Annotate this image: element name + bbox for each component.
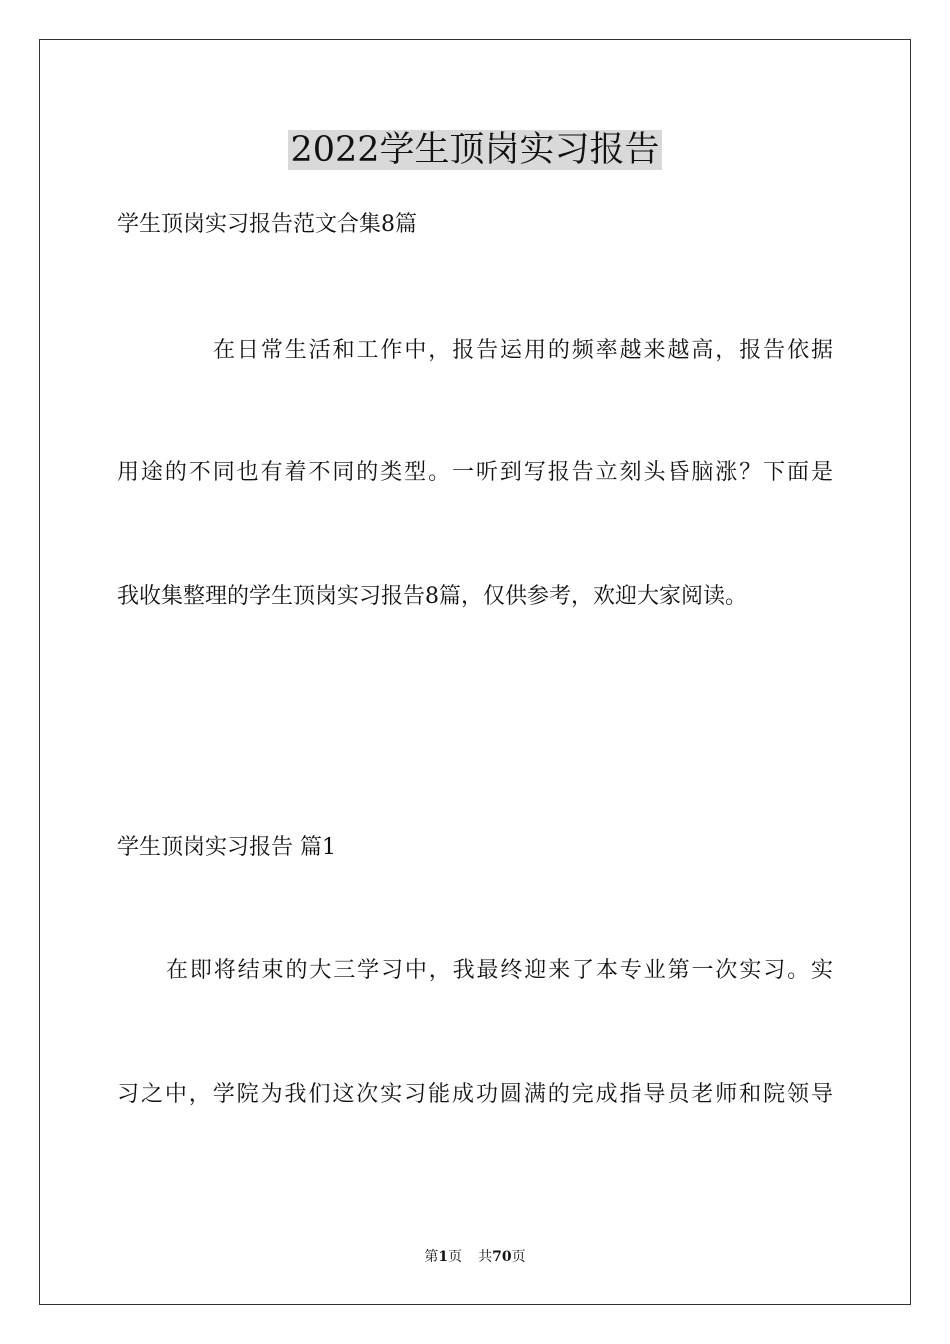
page-number: 1 bbox=[438, 1249, 449, 1265]
intro-line-2: 用途的不同也有着不同的类型。一听到写报告立刻头昏脑涨？下面是 bbox=[117, 460, 833, 485]
page-footer bbox=[0, 1248, 950, 1266]
document-subtitle: 学生顶岗实习报告范文合集8篇 bbox=[117, 212, 417, 237]
document-title-text: 2022学生顶岗实习报告 bbox=[290, 130, 660, 170]
page-prefix: 第 bbox=[424, 1249, 439, 1265]
section-heading: 学生顶岗实习报告 篇1 bbox=[117, 835, 336, 860]
total-prefix: 共 bbox=[478, 1249, 493, 1265]
document-title bbox=[0, 128, 950, 172]
section-body-line-1: 在即将结束的大三学习中，我最终迎来了本专业第一次实习。实 bbox=[166, 958, 833, 983]
section-body-line-2: 习之中，学院为我们这次实习能成功圆满的完成指导员老师和院领导 bbox=[117, 1082, 833, 1107]
page-total: 70 bbox=[492, 1249, 512, 1265]
page-unit: 页 bbox=[448, 1249, 463, 1265]
intro-line-1: 在日常生活和工作中，报告运用的频率越来越高，报告依据 bbox=[213, 338, 833, 363]
total-unit: 页 bbox=[511, 1249, 526, 1265]
intro-line-3: 我收集整理的学生顶岗实习报告8篇，仅供参考，欢迎大家阅读。 bbox=[117, 584, 747, 609]
